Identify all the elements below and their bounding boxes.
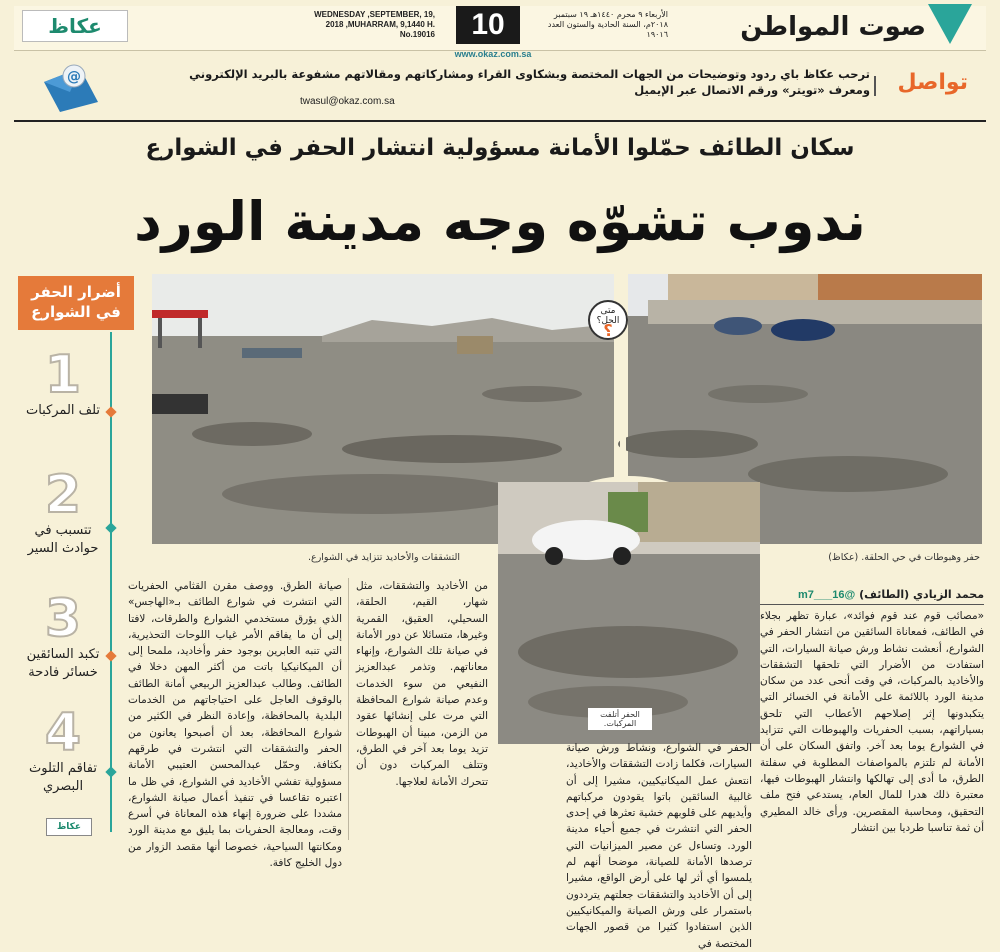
svg-text:@: @ [67,69,81,85]
date-arabic: الأربعاء ٩ محرم ١٤٤٠هـ ١٩ سبتمبر ٢٠١٨م، السنة الحادية والستون العدد ١٩٠١٦ [547,10,668,39]
sidebar-item-4 [18,703,108,796]
main-headline: ندوب تشوّه وجه مدينة الورد [134,190,866,253]
sidebar-title: أضرار الحفر في الشوارع [18,276,134,330]
contact-line-2: ومعرف «تويتر» ورقم الاتصال عبر الإيميل [634,83,870,97]
sidebar-number: 1 [44,345,82,405]
date-english: WEDNESDAY ,SEPTEMBER, 19, 2018 ,MUHARRAM, 9,1440 H. No.19016 [314,10,435,39]
byline [760,588,984,601]
sidebar-item-3 [18,589,108,682]
sidebar-number: 2 [44,465,82,525]
article-column-1: «مصائب قوم عند قوم فوائد»، عبارة تظهر بجلاء في الطائف، فمعاناة السائقين من انتشار الحفر في الشوارع، أنعشت نشاط ورش صيانة السيارات، التي استفادت من الأضرار التي تلحقها التشققات والأخاديد بالمركبات، في وقت أنحى عدد من سكان مدينة الورد باللائمة على الأمانة في الخسائر التي يتكبدونها إثر إصلاحهم الأعطاب التي تلحق بسياراتهم، بسبب الحفريات والهبوطات التي تتزايد في الشوارع يوما بعد آخر. واتفق السكان على أن الأمانة لم تلتزم بالمواصفات المطلوبة في سفلتة الطرق، ما أدى إلى تهالكها وانتشار الهبوطات فيها، معتبرة ذلك هدرا للمال العام، يستدعي فتح ملف التحقيق، ومحاسبة المقصرين. ورأى خالد المطيري أن ثمة تناسبا طرديا بين انتشار [760,610,984,834]
contact-line-1: ترحب عكاظ باي ردود وتوضيحات من الجهات المختصة وبشكاوى القراء ومشاركاتهم ومقالاتهم مشفوعة بالبريد الإلكتروني [189,67,870,81]
top-rule [14,120,986,122]
byline-rule [760,604,984,605]
sidebar-number: 4 [44,703,82,763]
caption-circle: الحفر أتلفت المركبات. [588,708,652,730]
contact-label: تواصل [897,70,968,95]
caption-right: حفر وهبوطات في حي الحلقة. (عكاظ) [828,552,980,563]
contact-divider [874,76,876,96]
sidebar-number: 3 [44,589,82,649]
contact-description [140,66,870,98]
okaz-logo: عكاظ [22,10,128,42]
author-name: محمد الزيادي (الطائف) [859,588,984,601]
question-text: متى الحل؟ [596,306,620,326]
caption-left: التشققات والأخاديد تتزايد في الشوارع. [308,552,460,563]
okaz-footer-logo: عكاظ [46,818,92,836]
sidebar-label: تفاقم التلوث البصري [29,761,97,794]
email-envelope-icon [40,62,104,114]
headline-kicker: سكان الطائف حمّلوا الأمانة مسؤولية انتشار الحفر في الشوارع [145,135,855,161]
article-column-2: الحفر في الشوارع، ونشاط ورش صيانة السيارات، فكلما زادت التشققات والأخاديد، انتعش عمل الميكانيكيين، مشيرا إلى أن غالبية السائقين باتوا يقودون مركباتهم وأيديهم على قلوبهم خشية تعثرها في إحدى الحفر التي انتشرت في جميع أحياء مدينة الورد. وتساءل عن مصير الميزانيات التي ترصدها الأمانة للصيانة، موضحا أنهم لم يلمسوا أي أثر لها على أرض الواقع، مشيرا إلى أن الأخاديد والتشققات جعلتهم يترددون باستمرار على ورش الصيانة والميكانيكيين الذين استفادوا كثيرا من قصور الجهات المختصة في [566,742,752,950]
article-column-4: صيانة الطرق. ووصف مقرن القثامي الحفريات التي انتشرت في شوارع الطائف بـ«الهاجس» الذي يؤرق مستخدمي الشوارع والطرقات، لافتا إلى أن ما يفاقم الأمر غياب اللوحات التحذيرية، التي تنبه العابرين بوجود حفر وأخاديد، ملمحا إلى أن الميكانيكيا باتت من أكثر المهن دخلا في الطائف. وطالب عبدالعزيز الربيعي أمانة الطائف بالوقوف العاجل على احتياجاتهم من الخدمات البلدية بالمحافظة، وإعادة النظر في الكثير من شوارع المحافظة، بعد أن أصبحوا يعانون من الحفر والتشققات التي انتشرت في طرقهم بكثافة. وحمّل عبدالمحسن العتيبي الأمانة مسؤولية تفشي الأخاديد في الشوارع، في ظل ما اعتبره تقاعسا في تنفيذ أعمال صيانة الشوارع، مشددا على ضرورة إنهاء هذه المعاناة في أسرع وقت، ومعالجة الحفريات بما يليق مع مدينة الورد ومكانتها السياحية، خصوصا أنها مقصد الزوار من دول الخليج كافة. [128,580,342,870]
page-number: 10 [456,6,520,44]
sidebar-item-2 [18,465,108,558]
question-badge [588,300,628,340]
section-title: صوت المواطن [740,12,926,42]
section-triangle-icon [928,4,972,44]
sidebar-item-1 [18,345,108,420]
sidebar-label: تلف المركبات [25,403,101,418]
author-handle[interactable]: @m7___16 [798,589,856,601]
contact-email[interactable]: twasul@okaz.com.sa [300,96,395,107]
sidebar-label: تتسبب في حوادث السير [27,523,99,556]
column-divider [348,578,349,840]
article-column-3: من الأخاديد والتشققات، مثل شهار، القيم، الحلقة، السحيلي، العقيق، القمرية وغيرها، متسائلا عن دور الأمانة في صيانة تلك الشوارع، وإنهاء معاناتهم. وتذمر عبدالعزيز النفيعي من سوء الخدمات وعدم صيانة شوارع المحافظة التي مرت على إنشائها عقود من الزمن، مبينا أن الهبوطات تزيد يوما بعد آخر في الطرق، وتتلف المركبات دون أن تتحرك الأمانة لعلاجها. [356,580,488,788]
question-mark-icon: ؟ [603,321,613,340]
sidebar-label: تكبد السائقين خسائر فادحة [26,647,100,680]
website-link[interactable]: www.okaz.com.sa [454,49,532,59]
